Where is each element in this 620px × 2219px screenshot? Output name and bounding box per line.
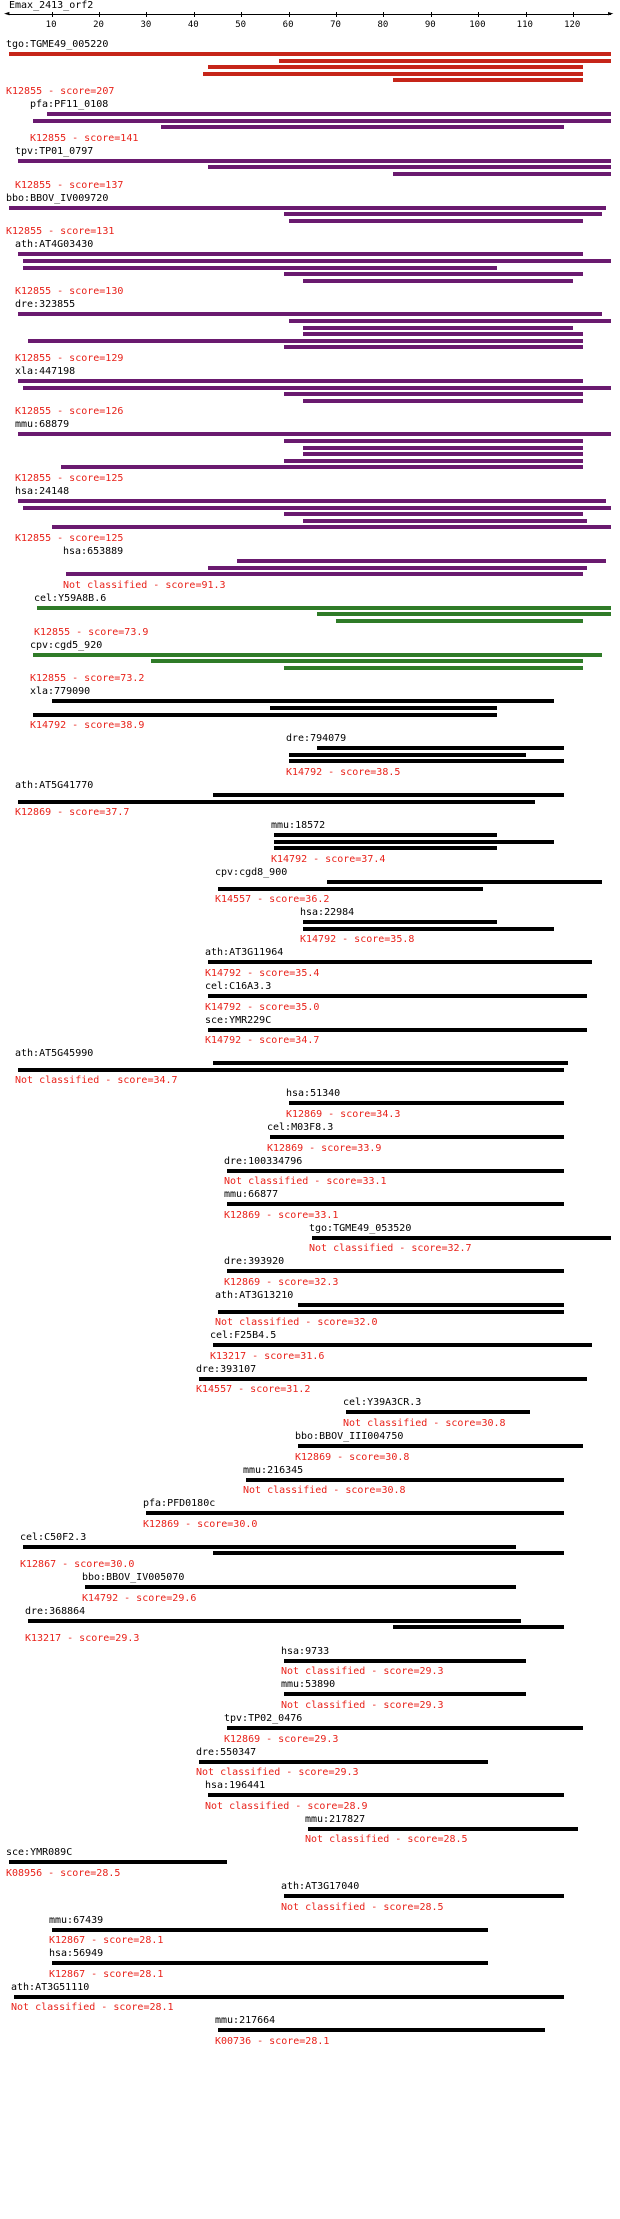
- hit-gene-link[interactable]: cel:F25B4.5: [210, 1330, 277, 1342]
- hit-score-link[interactable]: K14557 - score=36.2: [215, 894, 330, 906]
- alignment-bar[interactable]: [303, 519, 587, 523]
- hit-score-link[interactable]: Not classified - score=28.5: [281, 1901, 444, 1913]
- ruler-tick-label: 100: [469, 20, 486, 30]
- hit-gene-link[interactable]: tgo:TGME49_053520: [309, 1222, 412, 1234]
- hit-gene-link[interactable]: ath:AT5G41770: [15, 780, 94, 791]
- alignment-bar[interactable]: [23, 1545, 516, 1549]
- ruler-tick: [289, 12, 290, 17]
- hit-gene-link[interactable]: mmu:67439: [49, 1914, 104, 1926]
- alignment-bar[interactable]: [298, 1444, 582, 1448]
- hit-score-link[interactable]: Not classified - score=28.9: [205, 1800, 368, 1812]
- alignment-bar[interactable]: [303, 452, 583, 456]
- alignment-bar[interactable]: [317, 746, 563, 750]
- alignment-bar[interactable]: [28, 339, 583, 343]
- alignment-bar[interactable]: [393, 78, 583, 82]
- hit-gene-link[interactable]: cpv:cgd8_900: [215, 867, 288, 878]
- alignment-bar[interactable]: [279, 59, 611, 63]
- hit-score-link[interactable]: K12867 - score=30.0: [20, 1559, 135, 1570]
- hit-score-link[interactable]: K12855 - score=125: [15, 473, 124, 484]
- alignment-bar[interactable]: [208, 566, 587, 570]
- alignment-bar[interactable]: [23, 386, 611, 390]
- hit-score-link[interactable]: K12869 - score=29.3: [224, 1733, 339, 1745]
- hit-score-link[interactable]: Not classified - score=33.1: [224, 1176, 387, 1188]
- hit-gene-link[interactable]: cpv:cgd5_920: [30, 639, 103, 651]
- hit-gene-link[interactable]: mmu:216345: [243, 1464, 304, 1476]
- alignment-bar[interactable]: [284, 459, 583, 463]
- alignment-bar[interactable]: [284, 212, 602, 216]
- hit-gene-link[interactable]: ath:AT4G03430: [15, 239, 94, 251]
- alignment-bar[interactable]: [289, 1101, 564, 1105]
- hit-gene-link[interactable]: cel:C50F2.3: [20, 1531, 87, 1543]
- alignment-bar[interactable]: [303, 927, 554, 931]
- hit-score-link[interactable]: K12855 - score=73.9: [34, 626, 149, 638]
- hit-gene-link[interactable]: mmu:217827: [305, 1813, 366, 1825]
- hit-score-link[interactable]: Not classified - score=29.3: [196, 1767, 359, 1779]
- alignment-bar[interactable]: [213, 1343, 592, 1347]
- hit-score-link[interactable]: K12869 - score=33.1: [224, 1209, 339, 1221]
- hit-score-link[interactable]: K12855 - score=73.2: [30, 673, 145, 685]
- hit-gene-link[interactable]: xla:447198: [15, 366, 76, 377]
- alignment-bar[interactable]: [208, 1793, 564, 1797]
- hit-gene-link[interactable]: hsa:653889: [63, 546, 124, 557]
- hit-gene-link[interactable]: bbo:BBOV_IV005070: [82, 1572, 185, 1583]
- alignment-bar[interactable]: [327, 880, 602, 884]
- hit-score-link[interactable]: K14792 - score=38.5: [286, 767, 401, 778]
- hit-score-link[interactable]: K12855 - score=141: [30, 132, 139, 144]
- hit-score-link[interactable]: Not classified - score=32.7: [309, 1243, 472, 1255]
- alignment-bar[interactable]: [246, 1478, 564, 1482]
- alignment-bar[interactable]: [303, 399, 583, 403]
- hit-score-link[interactable]: Not classified - score=30.8: [343, 1418, 506, 1429]
- hit-score-link[interactable]: K14557 - score=31.2: [196, 1384, 311, 1396]
- hit-score-link[interactable]: Not classified - score=29.3: [281, 1666, 444, 1678]
- alignment-bar[interactable]: [208, 65, 582, 69]
- alignment-bar[interactable]: [213, 1061, 569, 1065]
- alignment-bar[interactable]: [199, 1377, 588, 1381]
- hit-score-link[interactable]: K12869 - score=30.8: [295, 1451, 410, 1463]
- alignment-bar[interactable]: [18, 432, 611, 436]
- hit-gene-link[interactable]: mmu:53890: [281, 1679, 336, 1691]
- hit-score-link[interactable]: K12855 - score=129: [15, 353, 124, 364]
- hit-score-link[interactable]: K12855 - score=207: [6, 86, 115, 97]
- hit-gene-link[interactable]: cel:M03F8.3: [267, 1122, 334, 1133]
- alignment-bar[interactable]: [18, 312, 601, 316]
- alignment-bar[interactable]: [317, 612, 611, 616]
- hit-gene-link[interactable]: hsa:196441: [205, 1780, 266, 1792]
- ruler-tick: [99, 12, 100, 17]
- hit-gene-link[interactable]: dre:550347: [196, 1746, 257, 1758]
- hit-score-link[interactable]: K12855 - score=130: [15, 286, 124, 298]
- alignment-bar[interactable]: [308, 1827, 578, 1831]
- hit-score-link[interactable]: K12869 - score=34.3: [286, 1109, 401, 1120]
- hit-gene-link[interactable]: hsa:22984: [300, 907, 355, 919]
- hit-gene-link[interactable]: mmu:18572: [271, 820, 326, 832]
- hit-gene-link[interactable]: pfa:PF11_0108: [30, 99, 109, 110]
- query-title: Emax_2413_orf2: [9, 0, 94, 11]
- ruler-tick: [431, 12, 432, 17]
- hit-score-link[interactable]: K12869 - score=37.7: [15, 807, 130, 819]
- alignment-bar[interactable]: [289, 759, 564, 763]
- alignment-bar[interactable]: [346, 1410, 531, 1414]
- ruler-tick-label: 50: [235, 20, 247, 30]
- alignment-bar[interactable]: [284, 272, 583, 276]
- hit-score-link[interactable]: Not classified - score=32.0: [215, 1317, 378, 1329]
- alignment-bar[interactable]: [208, 994, 587, 998]
- hit-gene-link[interactable]: mmu:217664: [215, 2015, 276, 2027]
- alignment-bar[interactable]: [146, 1511, 563, 1515]
- alignment-bar[interactable]: [18, 159, 611, 163]
- alignment-bar[interactable]: [227, 1202, 564, 1206]
- hit-score-link[interactable]: K12869 - score=30.0: [143, 1518, 258, 1530]
- hit-gene-link[interactable]: bbo:BBOV_IV009720: [6, 192, 109, 204]
- ruler-tick-label: 70: [330, 20, 341, 30]
- hit-score-link[interactable]: Not classified - score=34.7: [15, 1075, 178, 1087]
- alignment-bar[interactable]: [303, 446, 583, 450]
- hit-gene-link[interactable]: tpv:TP01_0797: [15, 145, 94, 157]
- alignment-bar[interactable]: [161, 125, 564, 129]
- ruler-tick: [526, 12, 527, 17]
- hit-gene-link[interactable]: hsa:24148: [15, 486, 70, 497]
- hit-score-link[interactable]: Not classified - score=91.3: [63, 579, 226, 591]
- hit-gene-link[interactable]: ath:AT3G51110: [11, 1981, 90, 1993]
- alignment-bar[interactable]: [284, 1692, 526, 1696]
- ruler-tick: [194, 12, 195, 17]
- alignment-bar[interactable]: [18, 1068, 563, 1072]
- hit-score-link[interactable]: K14792 - score=37.4: [271, 854, 386, 865]
- alignment-bar[interactable]: [270, 706, 498, 710]
- hit-score-link[interactable]: Not classified - score=29.3: [281, 1700, 444, 1711]
- alignment-bar[interactable]: [213, 793, 564, 797]
- hit-gene-link[interactable]: sce:YMR089C: [6, 1847, 73, 1859]
- alignment-bar[interactable]: [18, 379, 582, 383]
- hit-score-link[interactable]: Not classified - score=28.1: [11, 2002, 174, 2014]
- ruler-tick-label: 20: [93, 20, 104, 30]
- hit-score-link[interactable]: K13217 - score=31.6: [210, 1350, 325, 1362]
- hit-gene-link[interactable]: sce:YMR229C: [205, 1014, 272, 1026]
- alignment-bar[interactable]: [66, 572, 583, 576]
- alignment-bar[interactable]: [284, 512, 583, 516]
- alignment-bar[interactable]: [151, 659, 582, 663]
- hit-gene-link[interactable]: dre:100334796: [224, 1155, 303, 1167]
- alignment-bar[interactable]: [393, 1625, 564, 1629]
- alignment-bar[interactable]: [289, 219, 583, 223]
- alignment-bar[interactable]: [274, 840, 554, 844]
- alignment-bar[interactable]: [47, 112, 611, 116]
- alignment-bar[interactable]: [213, 1551, 564, 1555]
- ruler-tick-label: 110: [516, 20, 533, 30]
- alignment-bar[interactable]: [9, 1860, 227, 1864]
- alignment-bar[interactable]: [289, 319, 611, 323]
- alignment-bar[interactable]: [18, 800, 535, 804]
- ruler-tick: [241, 12, 242, 17]
- ruler-left-arrow-icon: ◄: [4, 9, 10, 19]
- alignment-bar[interactable]: [274, 833, 497, 837]
- hit-score-link[interactable]: K14792 - score=38.9: [30, 720, 145, 732]
- alignment-bar[interactable]: [18, 499, 606, 503]
- hit-gene-link[interactable]: ath:AT3G11964: [205, 947, 284, 959]
- alignment-bar[interactable]: [284, 1659, 526, 1663]
- alignment-bar[interactable]: [237, 559, 607, 563]
- alignment-bar[interactable]: [208, 165, 611, 169]
- hit-score-link[interactable]: K14792 - score=34.7: [205, 1035, 320, 1047]
- hit-score-link[interactable]: K14792 - score=35.0: [205, 1001, 320, 1013]
- alignment-bar[interactable]: [218, 887, 483, 891]
- hit-score-link[interactable]: K14792 - score=29.6: [82, 1592, 197, 1604]
- alignment-bar[interactable]: [9, 52, 611, 56]
- alignment-bar[interactable]: [284, 345, 583, 349]
- alignment-bar[interactable]: [227, 1726, 583, 1730]
- alignment-bar[interactable]: [227, 1269, 564, 1273]
- hit-score-link[interactable]: K12867 - score=28.1: [49, 1935, 164, 1947]
- alignment-bar[interactable]: [9, 206, 606, 210]
- alignment-bar[interactable]: [37, 606, 611, 610]
- hit-score-link[interactable]: K12869 - score=32.3: [224, 1277, 339, 1288]
- alignment-bar[interactable]: [312, 1236, 611, 1240]
- ruler-tick: [52, 12, 53, 17]
- alignment-bar[interactable]: [284, 1894, 564, 1898]
- ruler-tick-label: 90: [424, 20, 436, 30]
- ruler-tick: [478, 12, 479, 17]
- hit-score-link[interactable]: K14792 - score=35.8: [300, 934, 415, 946]
- alignment-bar[interactable]: [33, 713, 498, 717]
- alignment-bar[interactable]: [23, 266, 497, 270]
- alignment-bar[interactable]: [52, 525, 611, 529]
- alignment-bar[interactable]: [284, 666, 583, 670]
- alignment-bar[interactable]: [298, 1303, 563, 1307]
- hit-gene-link[interactable]: dre:323855: [15, 299, 76, 311]
- hit-gene-link[interactable]: ath:AT3G17040: [281, 1881, 360, 1892]
- hit-gene-link[interactable]: dre:794079: [286, 733, 347, 745]
- ruler-tick: [146, 12, 147, 17]
- hit-score-link[interactable]: K08956 - score=28.5: [6, 1868, 121, 1879]
- alignment-bar[interactable]: [61, 465, 582, 469]
- alignment-bar[interactable]: [28, 1619, 521, 1623]
- hit-gene-link[interactable]: tpv:TP02_0476: [224, 1713, 303, 1724]
- ruler-tick: [383, 12, 384, 17]
- hit-score-link[interactable]: K12855 - score=125: [15, 533, 124, 544]
- hit-gene-link[interactable]: tgo:TGME49_005220: [6, 39, 109, 50]
- alignment-bar[interactable]: [227, 1169, 564, 1173]
- alignment-bar[interactable]: [303, 920, 497, 924]
- alignment-bar[interactable]: [208, 960, 592, 964]
- hit-gene-link[interactable]: hsa:56949: [49, 1948, 104, 1960]
- hit-gene-link[interactable]: cel:Y39A3CR.3: [343, 1397, 422, 1409]
- ruler-tick-label: 10: [45, 20, 57, 30]
- alignment-bar[interactable]: [218, 1310, 564, 1314]
- alignment-bar[interactable]: [303, 279, 573, 283]
- hit-gene-link[interactable]: pfa:PFD0180c: [143, 1498, 216, 1510]
- hit-score-link[interactable]: K14792 - score=35.4: [205, 968, 320, 979]
- hit-score-link[interactable]: K12867 - score=28.1: [49, 1968, 164, 1980]
- ruler-right-arrow-icon: ►: [608, 9, 614, 19]
- hit-gene-link[interactable]: mmu:68879: [15, 419, 70, 431]
- hit-score-link[interactable]: Not classified - score=28.5: [305, 1834, 468, 1846]
- alignment-bar[interactable]: [336, 619, 582, 623]
- alignment-bar[interactable]: [199, 1760, 488, 1764]
- hit-score-link[interactable]: K13217 - score=29.3: [25, 1632, 140, 1644]
- ruler-tick-label: 30: [140, 20, 152, 30]
- hit-gene-link[interactable]: bbo:BBOV_III004750: [295, 1431, 404, 1442]
- hit-gene-link[interactable]: cel:Y59A8B.6: [34, 592, 107, 604]
- alignment-bar[interactable]: [284, 392, 583, 396]
- hit-gene-link[interactable]: xla:779090: [30, 686, 91, 698]
- alignment-bar[interactable]: [52, 1961, 488, 1965]
- hit-gene-link[interactable]: hsa:51340: [286, 1088, 341, 1100]
- hit-gene-link[interactable]: mmu:66877: [224, 1189, 279, 1201]
- hit-score-link[interactable]: K12855 - score=126: [15, 406, 124, 418]
- alignment-bar[interactable]: [52, 1928, 488, 1932]
- alignment-bar[interactable]: [18, 252, 582, 256]
- alignment-bar[interactable]: [85, 1585, 516, 1589]
- hit-score-link[interactable]: K00736 - score=28.1: [215, 2036, 330, 2047]
- alignment-bar[interactable]: [33, 653, 602, 657]
- hit-gene-link[interactable]: ath:AT5G45990: [15, 1048, 94, 1060]
- ruler-tick-label: 120: [564, 20, 581, 30]
- hit-gene-link[interactable]: cel:C16A3.3: [205, 981, 272, 992]
- alignment-bar[interactable]: [52, 699, 554, 703]
- alignment-bar[interactable]: [218, 2028, 545, 2032]
- ruler-tick-label: 80: [377, 20, 389, 30]
- hit-gene-link[interactable]: ath:AT3G13210: [215, 1290, 294, 1301]
- alignment-bar[interactable]: [393, 172, 611, 176]
- alignment-bar[interactable]: [14, 1995, 564, 1999]
- hit-score-link[interactable]: K12855 - score=137: [15, 179, 124, 191]
- hit-gene-link[interactable]: hsa:9733: [281, 1645, 330, 1657]
- alignment-bar[interactable]: [23, 506, 611, 510]
- ruler-tick-label: 60: [282, 20, 294, 30]
- alignment-bar[interactable]: [208, 1028, 587, 1032]
- alignment-bar[interactable]: [289, 753, 526, 757]
- hit-gene-link[interactable]: dre:393107: [196, 1363, 257, 1375]
- hit-score-link[interactable]: Not classified - score=30.8: [243, 1485, 406, 1497]
- alignment-bar[interactable]: [274, 846, 497, 850]
- alignment-bar[interactable]: [203, 72, 582, 76]
- alignment-bar[interactable]: [284, 439, 583, 443]
- alignment-bar[interactable]: [23, 259, 611, 263]
- ruler-tick: [336, 12, 337, 17]
- hit-score-link[interactable]: K12855 - score=131: [6, 226, 115, 238]
- alignment-bar[interactable]: [303, 326, 573, 330]
- hit-gene-link[interactable]: dre:393920: [224, 1256, 285, 1268]
- ruler-tick-label: 40: [187, 20, 199, 30]
- ruler-tick: [573, 12, 574, 17]
- hit-score-link[interactable]: K12869 - score=33.9: [267, 1142, 382, 1154]
- alignment-bar[interactable]: [33, 119, 611, 123]
- alignment-bar[interactable]: [270, 1135, 564, 1139]
- alignment-bar[interactable]: [303, 332, 583, 336]
- hit-gene-link[interactable]: dre:368864: [25, 1605, 86, 1617]
